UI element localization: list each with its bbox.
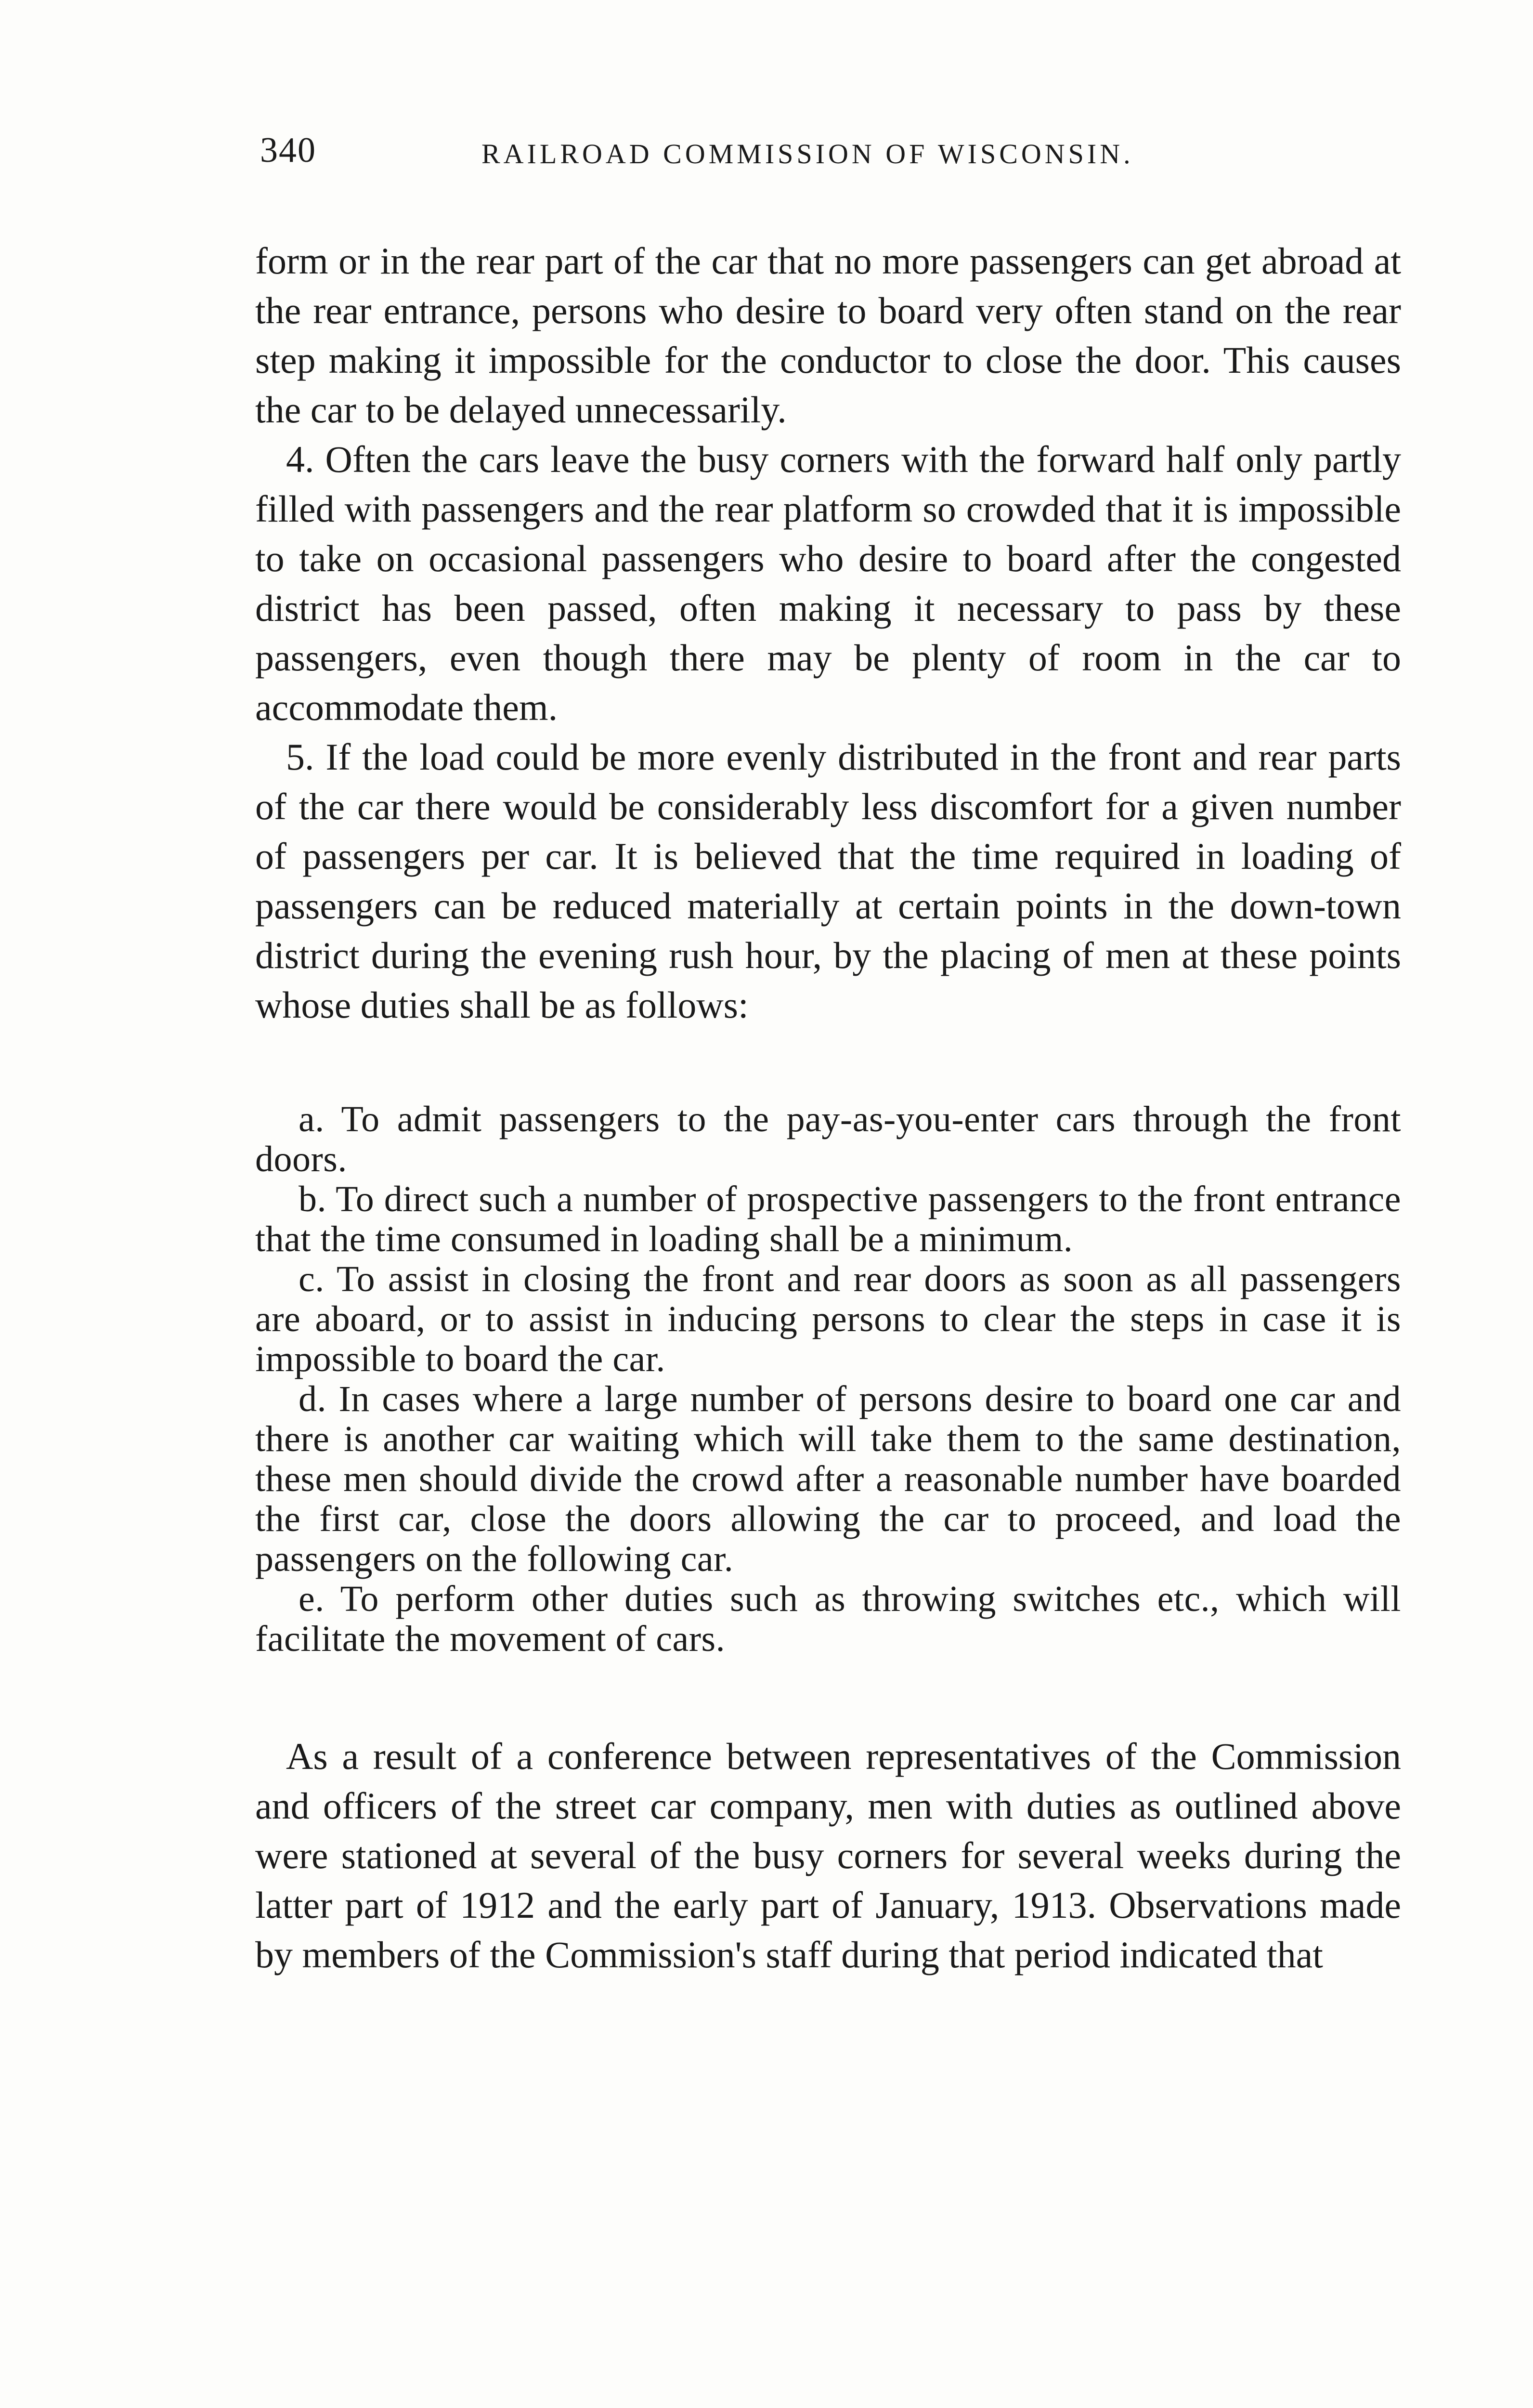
paragraph-4: 4. Often the cars leave the busy corners with the forward half only partly filled with passengers and the rear platform so crowded that it is impossible to take on occasional passengers who desire to board after the congested district has been passed, often making it necessary to pass by these passengers, even though there may be plenty of room in the car to accommodate them. — [255, 438, 1401, 728]
paragraph-5: 5. If the load could be more evenly distributed in the front and rear parts of the car there would be considerably less discomfort for a given number of passengers per car. It is believed that the time required in loading of passengers can be reduced materially at certain points in the down-town district during the evening rush hour, by the placing of men at these points whose duties shall be as follows: — [255, 736, 1401, 1026]
duty-item-e: e. To perform other duties such as throwing switches etc., which will facilitate the movement of cars. — [255, 1579, 1401, 1659]
page-number: 340 — [260, 131, 316, 170]
paragraph-continuation: form or in the rear part of the car that no more passengers can get abroad at the rear entrance, persons who desire to board very often stand on the rear step making it impossible for the conductor to close the door. This causes the car to be delayed unnecessarily. — [255, 240, 1401, 431]
duties-list — [255, 1099, 1401, 1659]
running-header — [260, 130, 1435, 183]
duty-item-c: c. To assist in closing the front and rear doors as soon as all passengers are aboard, or to assist in inducing persons to clear the steps in case it is impossible to board the car. — [255, 1259, 1401, 1379]
duty-item-d: d. In cases where a large number of persons desire to board one car and there is another car waiting which will take them to the same destination, these men should divide the crowd after a reasonable number have boarded the first car, close the doors allowing the car to proceed, and load the passengers on the following car. — [255, 1379, 1401, 1579]
duty-item-a: a. To admit passengers to the pay-as-you-enter cars through the front doors. — [255, 1099, 1401, 1179]
running-title: RAILROAD COMMISSION OF WISCONSIN. — [481, 138, 1134, 170]
body-text — [255, 236, 1401, 1979]
duty-item-b: b. To direct such a number of prospective passengers to the front entrance that the time consumed in loading shall be a minimum. — [255, 1179, 1401, 1259]
paragraph-closing: As a result of a conference between representatives of the Commission and officers of the street car company, men with duties as outlined above were stationed at several of the busy corners for several weeks during the latter part of 1912 and the early part of January, 1913. Observations made by members of the Commission's staff during that period indicated that — [255, 1735, 1401, 1976]
